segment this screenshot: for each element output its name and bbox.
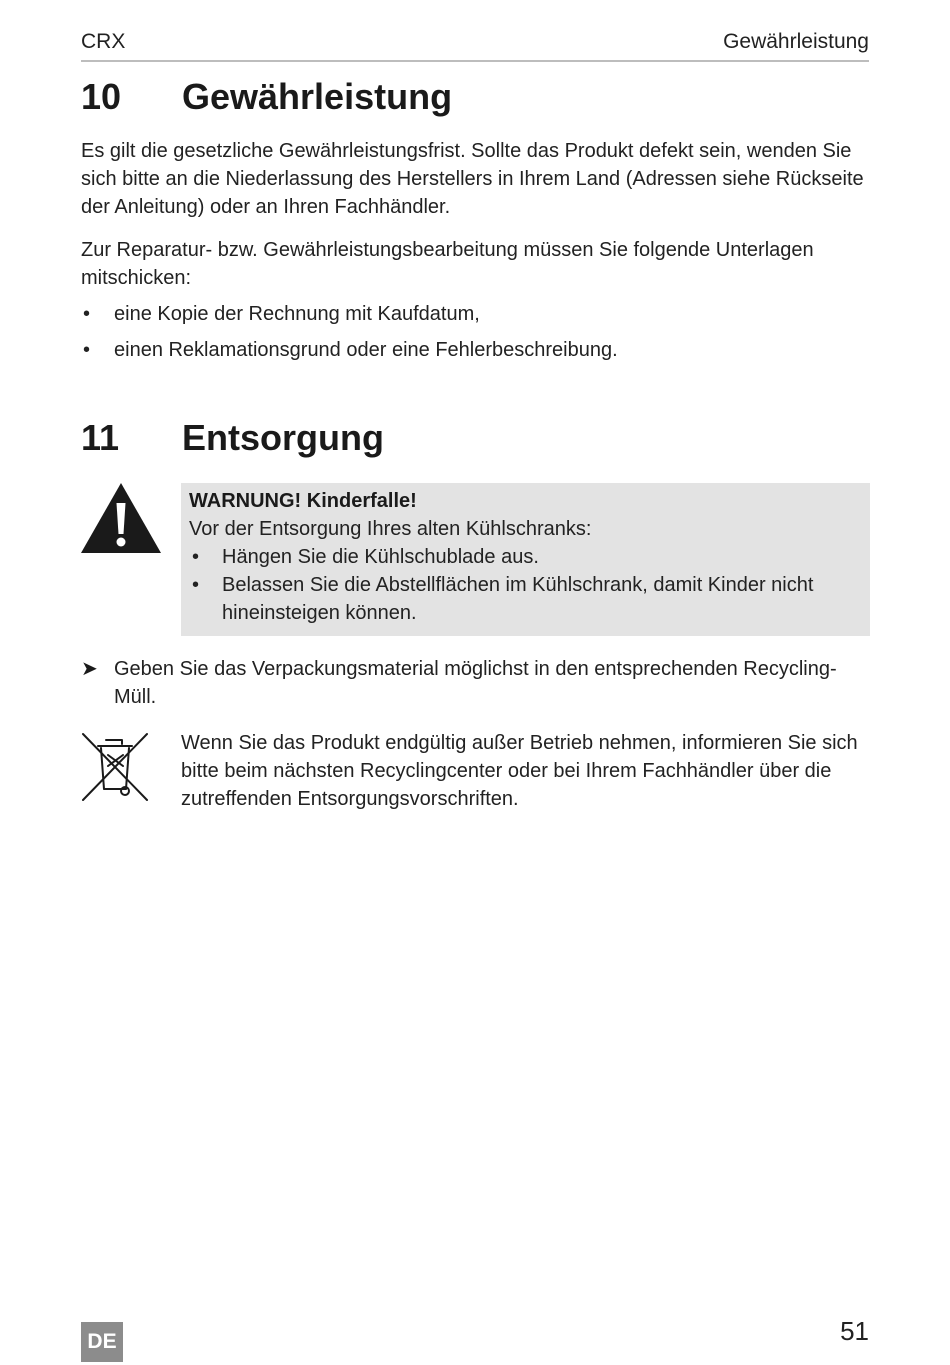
section-11-number: 11 (81, 417, 120, 458)
weee-disposal-paragraph: Wenn Sie das Produkt endgültig außer Betrieb nehmen, informieren Sie sich bitte beim nächsten Recyclingcenter oder bei Ihrem Fachhändler über die zutreffenden Entsorgungsvorschriften. (181, 732, 858, 810)
warranty-paragraph: Es gilt die gesetzliche Gewährleistungsfrist. Sollte das Produkt defekt sein, wenden Sie sich bitte an die Niederlassung des Herstellers in Ihrem Land (Adressen siehe Rückseite der Anleitung) oder an Ihren Fachhändler. (81, 140, 864, 218)
warning-intro: Vor der Entsorgung Ihres alten Kühlschranks: (189, 518, 592, 540)
header-divider (81, 60, 869, 62)
disposal-step (81, 655, 871, 711)
header-product-name: CRX (81, 30, 126, 53)
section-11-heading (81, 417, 384, 459)
list-item: • eine Kopie der Rechnung mit Kaufdatum, (81, 300, 871, 328)
section-10-title: Gewährleistung (182, 76, 453, 117)
page-number: 51 (840, 1316, 869, 1346)
warning-title: WARNUNG! Kinderfalle! (189, 490, 417, 512)
section-10-heading (81, 76, 452, 118)
warning-triangle-icon (80, 482, 162, 554)
list-item: • einen Reklamationsgrund oder eine Fehlerbeschreibung. (81, 336, 871, 364)
list-item: • Belassen Sie die Abstellflächen im Kühlschrank, damit Kinder nicht hineinsteigen können. (189, 571, 862, 627)
documents-list (81, 300, 871, 364)
list-item: • Hängen Sie die Kühlschublade aus. (189, 543, 862, 571)
documents-paragraph: Zur Reparatur- bzw. Gewährleistungsbearbeitung müssen Sie folgende Unterlagen mitschicken: (81, 239, 814, 289)
crossed-out-wheelie-bin-icon (80, 731, 150, 803)
warning-list (189, 543, 862, 627)
warning-box (181, 483, 870, 636)
header-section-name: Gewährleistung (723, 30, 869, 53)
section-10-number: 10 (81, 76, 122, 117)
arrow-right-icon: ➤ (81, 658, 98, 680)
disposal-step-text: Geben Sie das Verpackungsmaterial möglichst in den entsprechenden Recycling-Müll. (114, 658, 837, 708)
language-badge: DE (81, 1322, 123, 1362)
section-11-title: Entsorgung (182, 417, 384, 458)
